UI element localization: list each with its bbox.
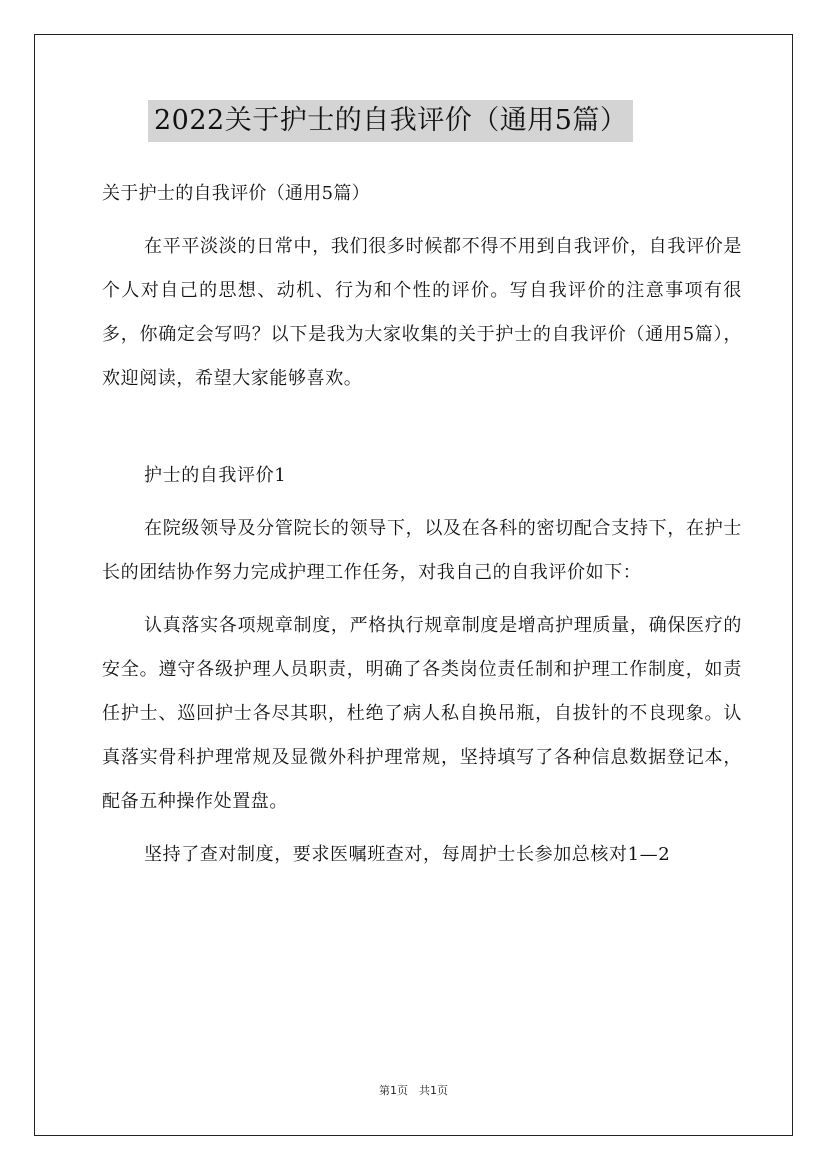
section-heading: 护士的自我评价1 — [144, 465, 287, 486]
document-title: 2022关于护士的自我评价（通用5篇） — [148, 100, 633, 142]
document-body — [102, 172, 742, 877]
intro-paragraph: 在平平淡淡的日常中，我们很多时候都不得不用到自我评价，自我评价是个人对自己的思想、动机、行为和个性的评价。写自我评价的注意事项有很多，你确定会写吗？以下是我为大家收集的关于护士的自我评价（通用5篇），欢迎阅读，希望大家能够喜欢。 — [102, 236, 742, 389]
body-paragraph: 在院级领导及分管院长的领导下，以及在各科的密切配合支持下，在护士长的团结协作努力完成护理工作任务，对我自己的自我评价如下： — [102, 518, 742, 583]
body-paragraph: 坚持了查对制度，要求医嘱班查对，每周护士长参加总核对1—2 — [144, 844, 671, 865]
document-subtitle: 关于护士的自我评价（通用5篇） — [102, 183, 370, 204]
page-number: 第1页 共1页 — [379, 1084, 448, 1097]
body-paragraph: 认真落实各项规章制度，严格执行规章制度是增高护理质量，确保医疗的安全。遵守各级护理人员职责，明确了各类岗位责任制和护理工作制度，如责任护士、巡回护士各尽其职，杜绝了病人私自换吊瓶，自拔针的不良现象。认真落实骨科护理常规及显微外科护理常规，坚持填写了各种信息数据登记本，配备五种操作处置盘。 — [102, 615, 742, 812]
blank-line — [102, 401, 742, 445]
